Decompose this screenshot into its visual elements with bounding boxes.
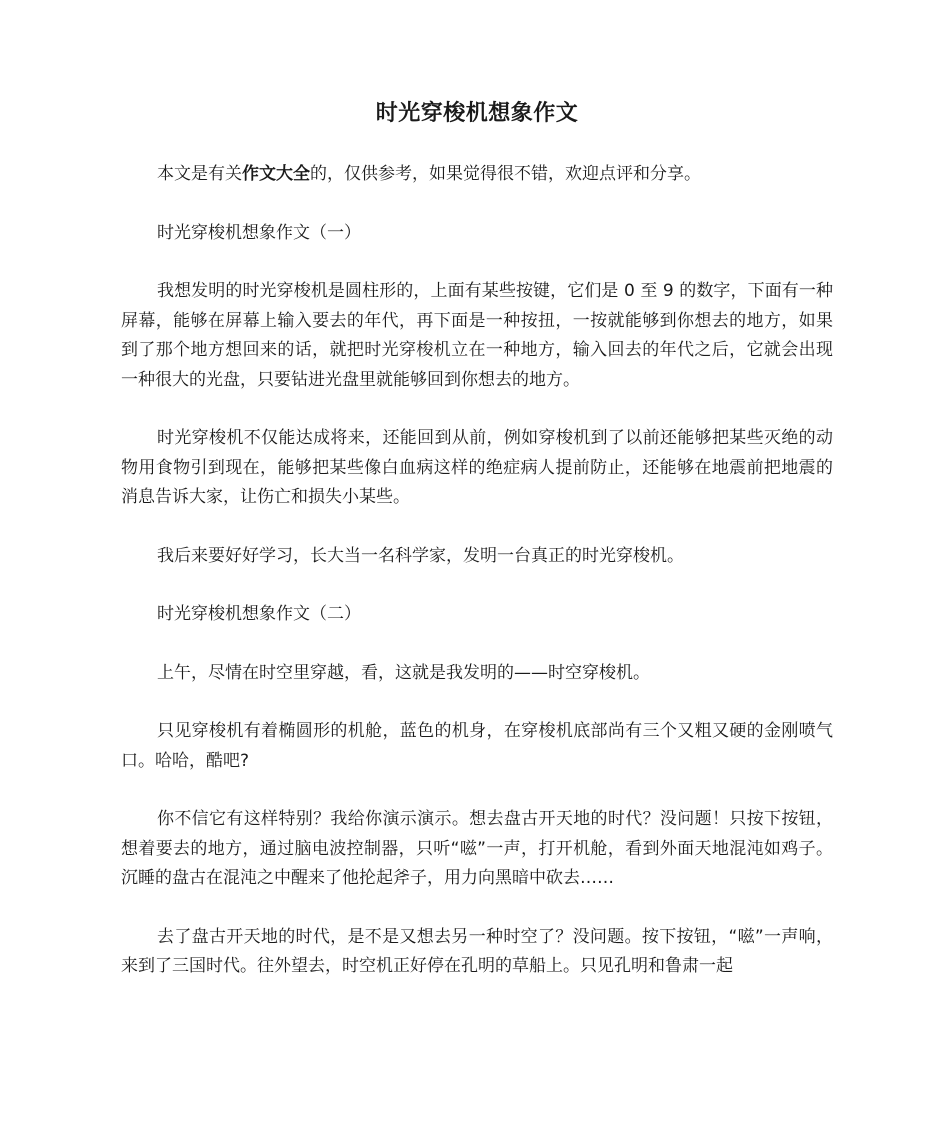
- section-heading-2: 时光穿梭机想象作文（二）: [157, 604, 361, 624]
- document-title: 时光穿梭机想象作文: [375, 101, 579, 126]
- intro-before: 本文是有关: [157, 164, 242, 184]
- section-heading-1: 时光穿梭机想象作文（一）: [157, 222, 361, 243]
- paragraph: 上午，尽情在时空里穿越，看，这就是我发明的——时空穿梭机。: [157, 662, 650, 683]
- paragraph: 我后来要好好学习，长大当一名科学家，发明一台真正的时光穿梭机。: [157, 545, 684, 566]
- paragraph: 你不信它有这样特别？我给你演示演示。想去盘古开天地的时代？没问题！只按下按钮，想着要去的地方，通过脑电波控制器，只听“嗞”一声，打开机舱，看到外面天地混沌如鸡子。沉睡的盘古在混沌之中醒来了他抡起斧子，用力向黑暗中砍去……: [121, 809, 833, 888]
- paragraph: 只见穿梭机有着椭圆形的机舱，蓝色的机身，在穿梭机底部尚有三个又粗又硬的金刚喷气口。哈哈，酷吧?: [121, 721, 833, 771]
- intro-paragraph: [121, 160, 833, 190]
- document-page: [121, 96, 833, 1011]
- intro-bold: 作文大全: [242, 164, 310, 184]
- paragraph: 时光穿梭机不仅能达成将来，还能回到从前，例如穿梭机到了以前还能够把某些灭绝的动物用食物引到现在，能够把某些像白血病这样的绝症病人提前防止，还能够在地震前把地震的消息告诉大家，让伤亡和损失小某些。: [121, 428, 833, 507]
- intro-after: 的，仅供参考，如果觉得很不错，欢迎点评和分享。: [310, 164, 701, 184]
- paragraph: 去了盘古开天地的时代，是不是又想去另一种时空了？没问题。按下按钮，“嗞”一声响，来到了三国时代。往外望去，时空机正好停在孔明的草船上。只见孔明和鲁肃一起: [121, 926, 833, 976]
- paragraph: 我想发明的时光穿梭机是圆柱形的，上面有某些按键，它们是 0 至 9 的数字，下面有一种屏幕，能够在屏幕上输入要去的年代，再下面是一种按扭，一按就能够到你想去的地方，如果到了那个地方想回来的话，就把时光穿梭机立在一种地方，输入回去的年代之后，它就会出现一种很大的光盘，只要钻进光盘里就能够回到你想去的地方。: [121, 281, 833, 390]
